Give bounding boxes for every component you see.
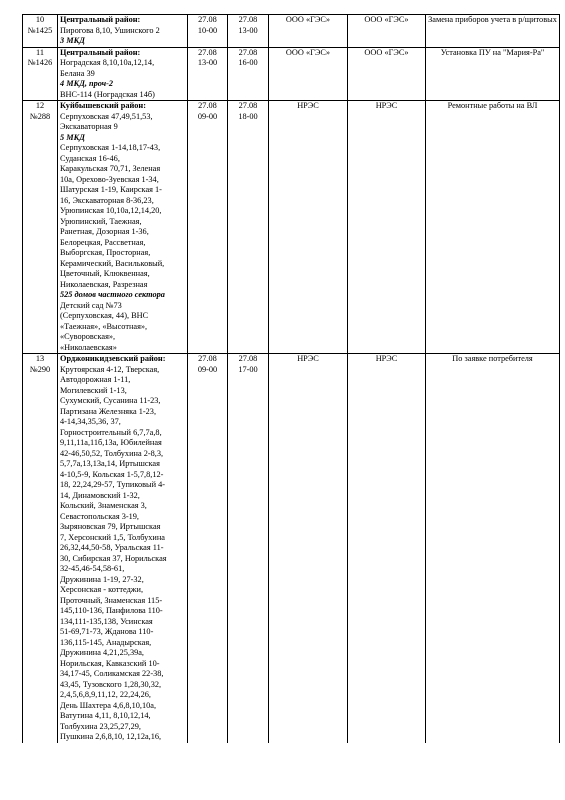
start-cell xyxy=(188,15,228,48)
work-description-cell: По заявке потребителя xyxy=(426,354,560,743)
end-time: 13-00 xyxy=(238,25,258,35)
end-date: 27.08 xyxy=(238,101,258,110)
address-line: Зыряновская 79, Иртышская xyxy=(60,522,161,531)
district-label: Центральный район: xyxy=(60,15,141,24)
address-line: Херсонская - коттеджи, xyxy=(60,585,144,594)
address-line: 2,4,5,6,8,9,11,12, 22,24,26, xyxy=(60,690,151,699)
object-count: 5 МКД xyxy=(60,132,85,142)
address-line: День Шахтера 4,6,8,10,10а, xyxy=(60,700,157,710)
address-line: Белана 39 xyxy=(60,68,95,78)
outage-schedule-table xyxy=(22,14,560,743)
end-time: 18-00 xyxy=(238,111,258,121)
address-line: Ранетная, Дозорная 1-36, xyxy=(60,227,149,236)
address-line: Севастопольская 3-19, xyxy=(60,511,140,521)
district-label: Центральный район: xyxy=(60,47,141,57)
address-line: Горностроительный 6,7,7а,8, xyxy=(60,427,162,437)
end-cell xyxy=(228,354,269,743)
end-cell xyxy=(228,15,269,48)
address-line: 18, 22,24,29-57, Тупиковый 4- xyxy=(60,480,166,489)
row-number-cell xyxy=(23,354,58,743)
start-time: 13-00 xyxy=(197,58,218,67)
address-line: Автодорожная 1-11, xyxy=(60,375,131,384)
address-line: 134,111-135,138, Усинская xyxy=(60,616,153,626)
address-line: Дружинина 1-19, 27-32, xyxy=(60,574,144,584)
end-date: 27.08 xyxy=(238,15,258,24)
table-body xyxy=(23,15,560,743)
address-line: Норильская, Кавказский 10- xyxy=(60,658,160,668)
address-line: Пушкина 2,6,8,10, 12,12а,16, xyxy=(60,732,162,741)
work-description-cell: Ремонтные работы на ВЛ xyxy=(426,101,560,354)
executor-cell: НРЭС xyxy=(348,101,426,354)
end-time: 16-00 xyxy=(238,58,258,67)
address-line: 34,17-45, Соликамская 22-38, xyxy=(60,669,164,678)
district-label: Куйбышевский район: xyxy=(60,101,146,110)
address-line: 9,11,11а,11б,13а, Юбилейная xyxy=(60,438,162,447)
end-date: 27.08 xyxy=(238,47,258,57)
address-line: Суданская 16-46, xyxy=(60,153,120,163)
start-cell xyxy=(188,47,228,101)
address-line: «Таежная», «Высотная», xyxy=(60,321,148,331)
address-line: 136,115-145, Анадырская, xyxy=(60,637,152,647)
table-row xyxy=(23,47,560,101)
executor-cell: НРЭС xyxy=(348,354,426,743)
start-date: 27.08 xyxy=(198,15,217,24)
start-time: 09-00 xyxy=(197,111,218,121)
address-line: Урюпинская 10,10а,12,14,20, xyxy=(60,206,162,215)
address-line: Толбухина 23,25,27,29, xyxy=(60,721,141,731)
address-line: 5,7,7а,13,13а,14, Иртышская xyxy=(60,459,160,468)
address-cell xyxy=(58,15,188,48)
address-line: Керамический, Васильковый, xyxy=(60,258,165,268)
organization-cell: НРЭС xyxy=(269,354,348,743)
end-cell xyxy=(228,101,269,354)
row-number-cell xyxy=(23,15,58,48)
row-number: 12 xyxy=(35,101,45,110)
end-time: 17-00 xyxy=(238,364,258,374)
address-line: Серпуховская 47,49,51,53, xyxy=(60,111,153,121)
address-line: Партизана Железняка 1-23, xyxy=(60,406,157,416)
address-cell xyxy=(58,101,188,354)
work-description-cell: Установка ПУ на "Мария-Ра" xyxy=(426,47,560,101)
address-line: 145,110-136, Панфилова 110- xyxy=(60,606,163,615)
address-line: 42-46,50,52, Толбухина 2-8,3, xyxy=(60,448,164,458)
address-line: «Суворовская», xyxy=(60,332,116,341)
address-line: Белорецкая, Рассветная, xyxy=(60,237,146,247)
organization-cell: ООО «ГЭС» xyxy=(269,15,348,48)
address-line: 26,32,44,50-58, Уральская 11- xyxy=(60,543,164,552)
request-id: №290 xyxy=(29,364,51,374)
start-date: 27.08 xyxy=(198,354,217,363)
address-line: (Серпуховская, 44), ВНС xyxy=(60,311,149,320)
request-id: №288 xyxy=(29,111,51,121)
address-line: Сухумский, Сусанина 11-23, xyxy=(60,396,161,405)
request-id: №1426 xyxy=(27,58,53,67)
object-count: 4 МКД, проч-2 xyxy=(60,79,114,88)
address-line: Серпуховская 1-14,18,17-43, xyxy=(60,143,161,152)
address-line: Кольский, Знаменская 3, xyxy=(60,501,147,510)
table-row xyxy=(23,354,560,743)
object-count: 3 МКД xyxy=(60,36,85,45)
address-line: Экскаваторная 9 xyxy=(60,122,118,131)
address-line: Николаевская, Разрезная xyxy=(60,279,148,289)
address-line: Урюпинский, Таежная, xyxy=(60,216,142,226)
row-number: 11 xyxy=(36,47,44,57)
address-line: Пирогова 8,10, Ушинского 2 xyxy=(60,25,160,35)
address-line: Ноградская 8,10,10а,12,14, xyxy=(60,58,155,67)
organization-cell: ООО «ГЭС» xyxy=(269,47,348,101)
address-cell xyxy=(58,47,188,101)
address-line: Шатурская 1-19, Каирская 1- xyxy=(60,185,162,194)
address-line: Детский сад №73 xyxy=(60,300,122,310)
address-line: 51-69,71-73, Жданова 110- xyxy=(60,627,154,636)
row-number: 13 xyxy=(35,354,45,363)
address-line: 10а, Орехово-Зуевская 1-34, xyxy=(60,174,159,184)
address-line: Проточный, Знаменская 115- xyxy=(60,595,163,605)
address-line: Выборгская, Просторная, xyxy=(60,248,151,257)
address-line: Каракульская 70,71, Зеленая xyxy=(60,164,161,173)
address-line: 16, Экскаваторная 8-36,23, xyxy=(60,195,154,205)
address-line: 14, Динамовский 1-32, xyxy=(60,490,140,500)
request-id: №1425 xyxy=(27,25,53,35)
address-line: Могилевский 1-13, xyxy=(60,385,127,395)
organization-cell: НРЭС xyxy=(269,101,348,354)
address-line: 30, Сибирская 37, Норильская xyxy=(60,553,167,563)
start-time: 10-00 xyxy=(197,25,218,35)
executor-cell: ООО «ГЭС» xyxy=(348,47,426,101)
row-number-cell xyxy=(23,47,58,101)
address-line: 7, Херсонский 1,5, Толбухина xyxy=(60,532,165,542)
address-line: Дружинина 4,21,25,39а, xyxy=(60,648,145,657)
address-cell xyxy=(58,354,188,743)
start-cell xyxy=(188,101,228,354)
district-label: Орджоникидзевский район: xyxy=(60,354,166,363)
address-line: Крутоярская 4-12, Тверская, xyxy=(60,364,160,374)
address-line: 4-14,34,35,36, 37, xyxy=(60,417,121,426)
address-line: 4-10,5-9, Кольская 1-5,7,8,12- xyxy=(60,469,164,479)
end-date: 27.08 xyxy=(238,354,258,363)
address-line: «Николаевская» xyxy=(60,342,117,352)
work-description-cell: Замена приборов учета в р/щитовых xyxy=(426,15,560,48)
executor-cell: ООО «ГЭС» xyxy=(348,15,426,48)
address-line: 32-45,46-54,58-61, xyxy=(60,564,125,573)
row-number-cell xyxy=(23,101,58,354)
address-line: Ватутина 4,11, 8,10,12,14, xyxy=(60,711,151,720)
start-date: 27.08 xyxy=(198,47,217,57)
row-number: 10 xyxy=(35,15,45,24)
table-row xyxy=(23,15,560,48)
start-time: 09-00 xyxy=(197,364,218,374)
start-date: 27.08 xyxy=(198,101,217,110)
end-cell xyxy=(228,47,269,101)
start-cell xyxy=(188,354,228,743)
address-line: 43,45, Тузовского 1,28,30,32, xyxy=(60,679,162,689)
table-row xyxy=(23,101,560,354)
object-count: 525 домов частного сектора xyxy=(60,290,165,299)
address-line: Цветочный, Клюквенная, xyxy=(60,269,150,278)
address-line: ВНС-114 (Ноградская 14б) xyxy=(60,89,155,99)
